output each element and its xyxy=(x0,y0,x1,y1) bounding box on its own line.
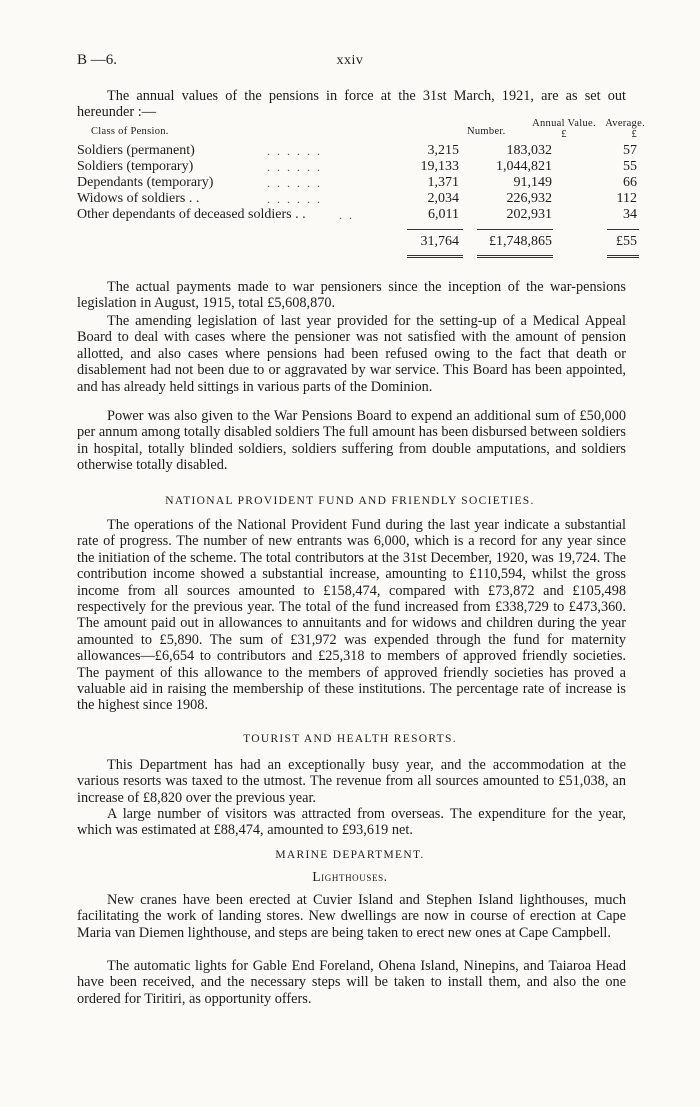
row-number: 2,034 xyxy=(427,191,459,206)
total-rule-number xyxy=(407,255,463,258)
col-header-average-unit: £ xyxy=(631,129,637,140)
table-row xyxy=(77,159,637,175)
row-number: 1,371 xyxy=(427,175,459,190)
heading-tourist-resorts: TOURIST AND HEALTH RESORTS. xyxy=(243,733,457,745)
row-average: 112 xyxy=(616,191,637,206)
row-label: Dependants (temporary) xyxy=(77,175,214,190)
total-rule-value xyxy=(477,255,553,258)
row-value: 226,932 xyxy=(506,191,552,206)
paragraph-war-payments: The actual payments made to war pensioners since the inception of the war-pensions legislation in August, 1915, total £5,608,870. xyxy=(77,279,626,312)
col-header-number: Number. xyxy=(467,126,506,137)
table-total-row xyxy=(77,234,637,250)
row-average: 34 xyxy=(623,207,637,222)
col-header-average xyxy=(577,118,645,140)
row-leader-dots: . . . . . . xyxy=(267,144,322,158)
table-row xyxy=(77,175,637,191)
page-reference: B —6. xyxy=(77,52,118,68)
subtotal-rule-number xyxy=(407,229,463,230)
subtotal-rule-average xyxy=(607,229,639,230)
paragraph-medical-appeal-board: The amending legislation of last year provided for the setting-up of a Medical Appeal Board to deal with cases where the pensioner was not satisfied with the amount of pension allotted, and also cases where pensions had been refused owing to the fact that death or disablement had not been due to or aggravated by war service. This Board has been appointed, and has already held sittings in various parts of the Dominion. xyxy=(77,313,626,395)
total-average: £55 xyxy=(616,234,637,249)
paragraph-provident-fund: The operations of the National Provident Fund during the last year indicate a substantial rate of progress. The number of new entrants was 6,000, which is a record for any year since the initiation of the scheme. The total contributors at the 31st December, 1920, was 19,724. The contribution income showed a substantial increase, amounting to £110,594, whilst the gross income from all sources amounted to £158,474, compared with £73,872 and £105,498 respectively for the previous year. The total of the fund increased from £338,729 to £473,360. The amount paid out in allowances to annuitants and for widows and children during the year amounted to £5,890. The sum of £31,972 was expended through the fund for maternity allowances—£6,654 to contributors and £25,318 to members of approved friendly societies. The payment of this allowance to the members of approved friendly societies has proved a valuable aid in raising the membership of these institutions. The percentage rate of increase is the highest since 1908. xyxy=(77,517,626,714)
paragraph-disabled-soldiers: Power was also given to the War Pensions Board to expend an additional sum of £50,000 per annum among totally disabled soldiers The full amount has been disbursed between soldiers in hospital, totally blinded soldiers, soldiers suffering from double amputations, and soldiers otherwise totally disabled. xyxy=(77,408,626,474)
table-row xyxy=(77,207,637,223)
row-label: Other dependants of deceased soldiers . . xyxy=(77,207,306,222)
row-label: Soldiers (permanent) xyxy=(77,143,195,158)
row-value: 183,032 xyxy=(506,143,552,158)
col-header-average-label: Average. xyxy=(605,118,645,129)
row-value: 1,044,821 xyxy=(496,159,552,174)
row-average: 66 xyxy=(623,175,637,190)
total-value: £1,748,865 xyxy=(489,234,552,249)
row-label: Widows of soldiers . . xyxy=(77,191,200,206)
heading-marine-department: MARINE DEPARTMENT. xyxy=(275,849,425,861)
total-rule-average xyxy=(607,255,639,258)
row-leader-dots: . . xyxy=(339,208,354,222)
row-leader-dots: . . . . . . xyxy=(267,192,322,206)
row-leader-dots: . . . . . . xyxy=(267,160,322,174)
paragraph-lighthouse-cranes: New cranes have been erected at Cuvier Island and Stephen Island lighthouses, much facilitating the work of landing stores. New dwellings are now in course of erection at Cape Maria van Diemen lighthouse, and steps are being taken to erect new ones at Cape Campbell. xyxy=(77,892,626,941)
row-value: 202,931 xyxy=(506,207,552,222)
row-average: 57 xyxy=(623,143,637,158)
total-number: 31,764 xyxy=(420,234,459,249)
row-number: 19,133 xyxy=(420,159,459,174)
row-value: 91,149 xyxy=(513,175,552,190)
table-row xyxy=(77,191,637,207)
paragraph-tourist-expenditure: A large number of visitors was attracted from overseas. The expenditure for the year, which was estimated at £88,474, amounted to £93,619 net. xyxy=(77,806,626,839)
heading-national-provident-fund: NATIONAL PROVIDENT FUND AND FRIENDLY SOCIETIES. xyxy=(165,495,535,507)
heading-lighthouses: Lighthouses. xyxy=(312,869,388,884)
subtotal-rule-value xyxy=(477,229,553,230)
row-number: 3,215 xyxy=(427,143,459,158)
row-average: 55 xyxy=(623,159,637,174)
row-number: 6,011 xyxy=(428,207,459,222)
row-leader-dots: . . . . . . xyxy=(267,176,322,190)
table-row xyxy=(77,143,637,159)
col-header-value-unit: £ xyxy=(561,129,567,140)
row-label: Soldiers (temporary) xyxy=(77,159,194,174)
pension-intro: The annual values of the pensions in force at the 31st March, 1921, are as set out hereunder :— xyxy=(77,88,626,121)
col-header-class: Class of Pension. xyxy=(91,126,169,137)
page-number: xxiv xyxy=(336,53,364,68)
paragraph-automatic-lights: The automatic lights for Gable End Foreland, Ohena Island, Ninepins, and Taiaroa Head have been received, and the necessary steps will be taken to install them, and also the one ordered for Tiritiri, as opportunity offers. xyxy=(77,958,626,1007)
paragraph-tourist-revenue: This Department has had an exceptionally busy year, and the accommodation at the various resorts was taxed to the utmost. The revenue from all sources amounted to £51,038, an increase of £8,820 over the previous year. xyxy=(77,757,626,806)
col-header-value-label: Annual Value. xyxy=(532,118,596,129)
